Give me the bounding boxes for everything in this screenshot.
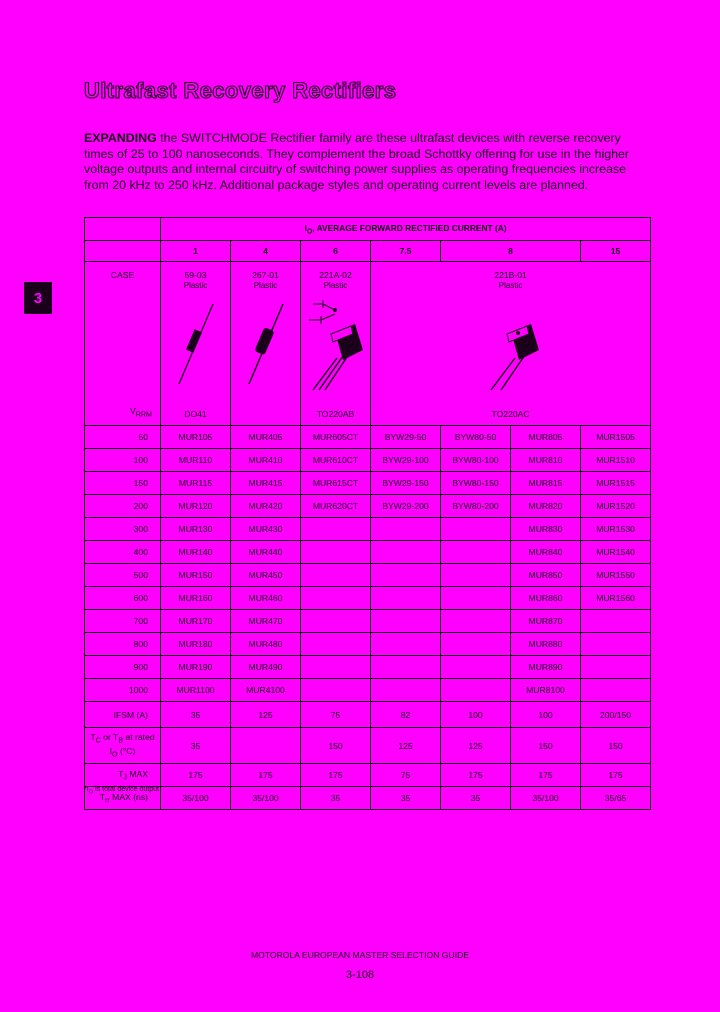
table-row <box>85 495 651 518</box>
table-row <box>85 426 651 449</box>
table-row <box>85 449 651 472</box>
selection-table <box>84 217 651 810</box>
part-number: MUR815 <box>511 472 581 495</box>
part-number <box>371 610 441 633</box>
spec-value: 75 <box>301 702 371 728</box>
part-number: MUR860 <box>511 587 581 610</box>
table-row <box>85 564 651 587</box>
amp-8: 8 <box>441 241 581 262</box>
case-221a-02 <box>301 262 371 426</box>
spec-value: 75 <box>371 764 441 787</box>
table-row <box>85 541 651 564</box>
spec-value: 125 <box>441 728 511 764</box>
part-number: MUR410 <box>231 449 301 472</box>
footer-guide-title: MOTOROLA EUROPEAN MASTER SELECTION GUIDE <box>250 950 470 960</box>
part-number: MUR170 <box>161 610 231 633</box>
vrrm-value: 600 <box>85 587 161 610</box>
spec-value: 35/100 <box>511 787 581 810</box>
part-number: MUR890 <box>511 656 581 679</box>
case-267-01 <box>231 262 301 426</box>
temp-label: $T_C$ or $T_B$ at rated $I_O$ (°C) <box>85 728 161 764</box>
temp-row <box>85 728 651 764</box>
intro-paragraph <box>84 131 650 193</box>
part-number: MUR470 <box>231 610 301 633</box>
spec-value: 35 <box>161 728 231 764</box>
spec-value <box>231 728 301 764</box>
table-row <box>85 472 651 495</box>
part-number: MUR480 <box>231 633 301 656</box>
part-number: BYW80-150 <box>441 472 511 495</box>
table-row <box>85 587 651 610</box>
vrrm-value: 150 <box>85 472 161 495</box>
package-name: DO41 <box>184 409 207 419</box>
to220ab-package-icon <box>305 300 367 392</box>
page-number: 3-108 <box>345 969 375 981</box>
vrrm-value: 50 <box>85 426 161 449</box>
part-number <box>301 633 371 656</box>
part-number <box>581 610 651 633</box>
part-number: MUR130 <box>161 518 231 541</box>
spec-value: 35 <box>161 702 231 728</box>
part-number <box>581 679 651 702</box>
intro-lead: EXPANDING <box>84 131 157 145</box>
spec-value: 35 <box>301 787 371 810</box>
spec-value: 82 <box>371 702 441 728</box>
voltage-rows <box>85 426 651 702</box>
case-59-03 <box>161 262 231 426</box>
part-number: BYW80-100 <box>441 449 511 472</box>
package-name: TO220AB <box>316 409 355 419</box>
part-number <box>371 633 441 656</box>
spec-value: 125 <box>371 728 441 764</box>
part-number: MUR450 <box>231 564 301 587</box>
vrrm-value: 700 <box>85 610 161 633</box>
case-label: CASE <box>110 270 135 280</box>
part-number <box>441 518 511 541</box>
amp-6: 6 <box>301 241 371 262</box>
ifsm-label: IFSM (A) <box>85 702 161 728</box>
ifsm-row <box>85 702 651 728</box>
spec-value: 175 <box>231 764 301 787</box>
part-number: MUR140 <box>161 541 231 564</box>
table-row <box>85 518 651 541</box>
spec-value: 175 <box>581 764 651 787</box>
to220ac-package-icon <box>483 300 545 392</box>
part-number: MUR490 <box>231 656 301 679</box>
current-header: $I_O$, AVERAGE FORWARD RECTIFIED CURRENT (A) <box>161 218 651 241</box>
part-number: MUR870 <box>511 610 581 633</box>
spec-value: 150 <box>581 728 651 764</box>
part-number <box>441 633 511 656</box>
part-number: MUR810 <box>511 449 581 472</box>
tj-row <box>85 764 651 787</box>
spec-value: 35 <box>371 787 441 810</box>
part-number: MUR880 <box>511 633 581 656</box>
part-number: MUR8100 <box>511 679 581 702</box>
part-number <box>441 679 511 702</box>
table-row <box>85 656 651 679</box>
axial-diode-icon <box>175 302 217 387</box>
spec-value: 35/65 <box>581 787 651 810</box>
case-number: 221B-01 Plastic <box>494 270 527 290</box>
part-number: BYW80-200 <box>441 495 511 518</box>
table-row <box>85 610 651 633</box>
part-number: MUR420 <box>231 495 301 518</box>
case-label-cell <box>85 262 161 426</box>
case-number: 267-01 Plastic <box>252 270 279 290</box>
table-row <box>85 679 651 702</box>
spec-value: 35 <box>441 787 511 810</box>
table-row <box>85 633 651 656</box>
vrrm-value: 800 <box>85 633 161 656</box>
part-number: MUR615CT <box>301 472 371 495</box>
part-number <box>301 679 371 702</box>
part-number <box>441 541 511 564</box>
part-number: MUR1540 <box>581 541 651 564</box>
part-number: MUR1505 <box>581 426 651 449</box>
part-number <box>371 656 441 679</box>
vrrm-value: 400 <box>85 541 161 564</box>
case-number: 59-03 Plastic <box>183 270 208 290</box>
vrrm-value: 100 <box>85 449 161 472</box>
part-number: MUR1510 <box>581 449 651 472</box>
part-number: MUR440 <box>231 541 301 564</box>
vrrm-value: 300 <box>85 518 161 541</box>
spec-value: 100 <box>511 702 581 728</box>
part-number: MUR430 <box>231 518 301 541</box>
corner-cell <box>85 218 161 241</box>
part-number: BYW29-200 <box>371 495 441 518</box>
corner-cell-2 <box>85 241 161 262</box>
spec-value: 175 <box>441 764 511 787</box>
axial-power-diode-icon <box>245 302 287 387</box>
amp-1: 1 <box>161 241 231 262</box>
part-number <box>441 610 511 633</box>
part-number <box>371 564 441 587</box>
part-number <box>301 656 371 679</box>
amp-4: 4 <box>231 241 301 262</box>
part-number: MUR1100 <box>161 679 231 702</box>
part-number: MUR1520 <box>581 495 651 518</box>
part-number: MUR830 <box>511 518 581 541</box>
part-number: MUR1530 <box>581 518 651 541</box>
spec-value: 35/100 <box>161 787 231 810</box>
vrrm-value: 900 <box>85 656 161 679</box>
amp-15: 15 <box>581 241 651 262</box>
part-number: MUR405 <box>231 426 301 449</box>
part-number: BYW80-50 <box>441 426 511 449</box>
case-number: 221A-02 Plastic <box>319 270 352 290</box>
spec-value: 175 <box>511 764 581 787</box>
part-number: MUR120 <box>161 495 231 518</box>
part-number <box>371 541 441 564</box>
part-number <box>301 518 371 541</box>
part-number: MUR820 <box>511 495 581 518</box>
part-number: MUR180 <box>161 633 231 656</box>
amp-7-5: 7.5 <box>371 241 441 262</box>
part-number: MUR620CT <box>301 495 371 518</box>
tj-label: $T_J$ MAX <box>85 764 161 787</box>
spec-value: 175 <box>161 764 231 787</box>
part-number <box>301 587 371 610</box>
spec-rows <box>85 702 651 810</box>
vrrm-label: $V_{RRM}$ <box>129 406 152 419</box>
footnote: $*I_O$ is total device output <box>84 786 159 796</box>
page-title: Ultrafast Recovery Rectifiers <box>84 78 397 103</box>
part-number <box>301 610 371 633</box>
part-number: BYW29-50 <box>371 426 441 449</box>
part-number: MUR1550 <box>581 564 651 587</box>
part-number <box>441 656 511 679</box>
part-number: MUR150 <box>161 564 231 587</box>
spec-value: 175 <box>301 764 371 787</box>
part-number: MUR110 <box>161 449 231 472</box>
part-number: MUR805 <box>511 426 581 449</box>
part-number <box>581 633 651 656</box>
spec-value: 200/150 <box>581 702 651 728</box>
part-number: BYW29-150 <box>371 472 441 495</box>
part-number <box>371 587 441 610</box>
package-name: TO220AC <box>491 409 530 419</box>
part-number <box>301 541 371 564</box>
spec-value: 35/100 <box>231 787 301 810</box>
part-number: MUR160 <box>161 587 231 610</box>
part-number: MUR190 <box>161 656 231 679</box>
part-number: BYW29-100 <box>371 449 441 472</box>
trr-label: $T_{rr}$ MAX (ns) <box>85 787 161 810</box>
spec-value: 150 <box>301 728 371 764</box>
part-number: MUR840 <box>511 541 581 564</box>
part-number <box>441 564 511 587</box>
vrrm-value: 500 <box>85 564 161 587</box>
spec-value: 100 <box>441 702 511 728</box>
part-number: MUR115 <box>161 472 231 495</box>
part-number: MUR4100 <box>231 679 301 702</box>
spec-value: 150 <box>511 728 581 764</box>
part-number: MUR610CT <box>301 449 371 472</box>
part-number: MUR1515 <box>581 472 651 495</box>
part-number: MUR415 <box>231 472 301 495</box>
vrrm-value: 200 <box>85 495 161 518</box>
part-number: MUR105 <box>161 426 231 449</box>
section-tab: 3 <box>24 282 52 314</box>
trr-row <box>85 787 651 810</box>
part-number <box>301 564 371 587</box>
part-number <box>371 518 441 541</box>
part-number: MUR850 <box>511 564 581 587</box>
part-number <box>441 587 511 610</box>
part-number: MUR460 <box>231 587 301 610</box>
part-number: MUR1560 <box>581 587 651 610</box>
part-number <box>581 656 651 679</box>
part-number <box>371 679 441 702</box>
case-221b-01 <box>371 262 651 426</box>
intro-text: the SWITCHMODE Rectifier family are these ultrafast devices with reverse recovery times of 25 to 100 nanoseconds. They complement the broad Schottky offering for use in the higher voltage outputs and internal circuitry of switching power supplies as operating frequencies increase from 20 kHz to 250 kHz. Additional package styles and operating current levels are planned. <box>84 131 630 192</box>
part-number: MUR605CT <box>301 426 371 449</box>
spec-value: 125 <box>231 702 301 728</box>
vrrm-value: 1000 <box>85 679 161 702</box>
